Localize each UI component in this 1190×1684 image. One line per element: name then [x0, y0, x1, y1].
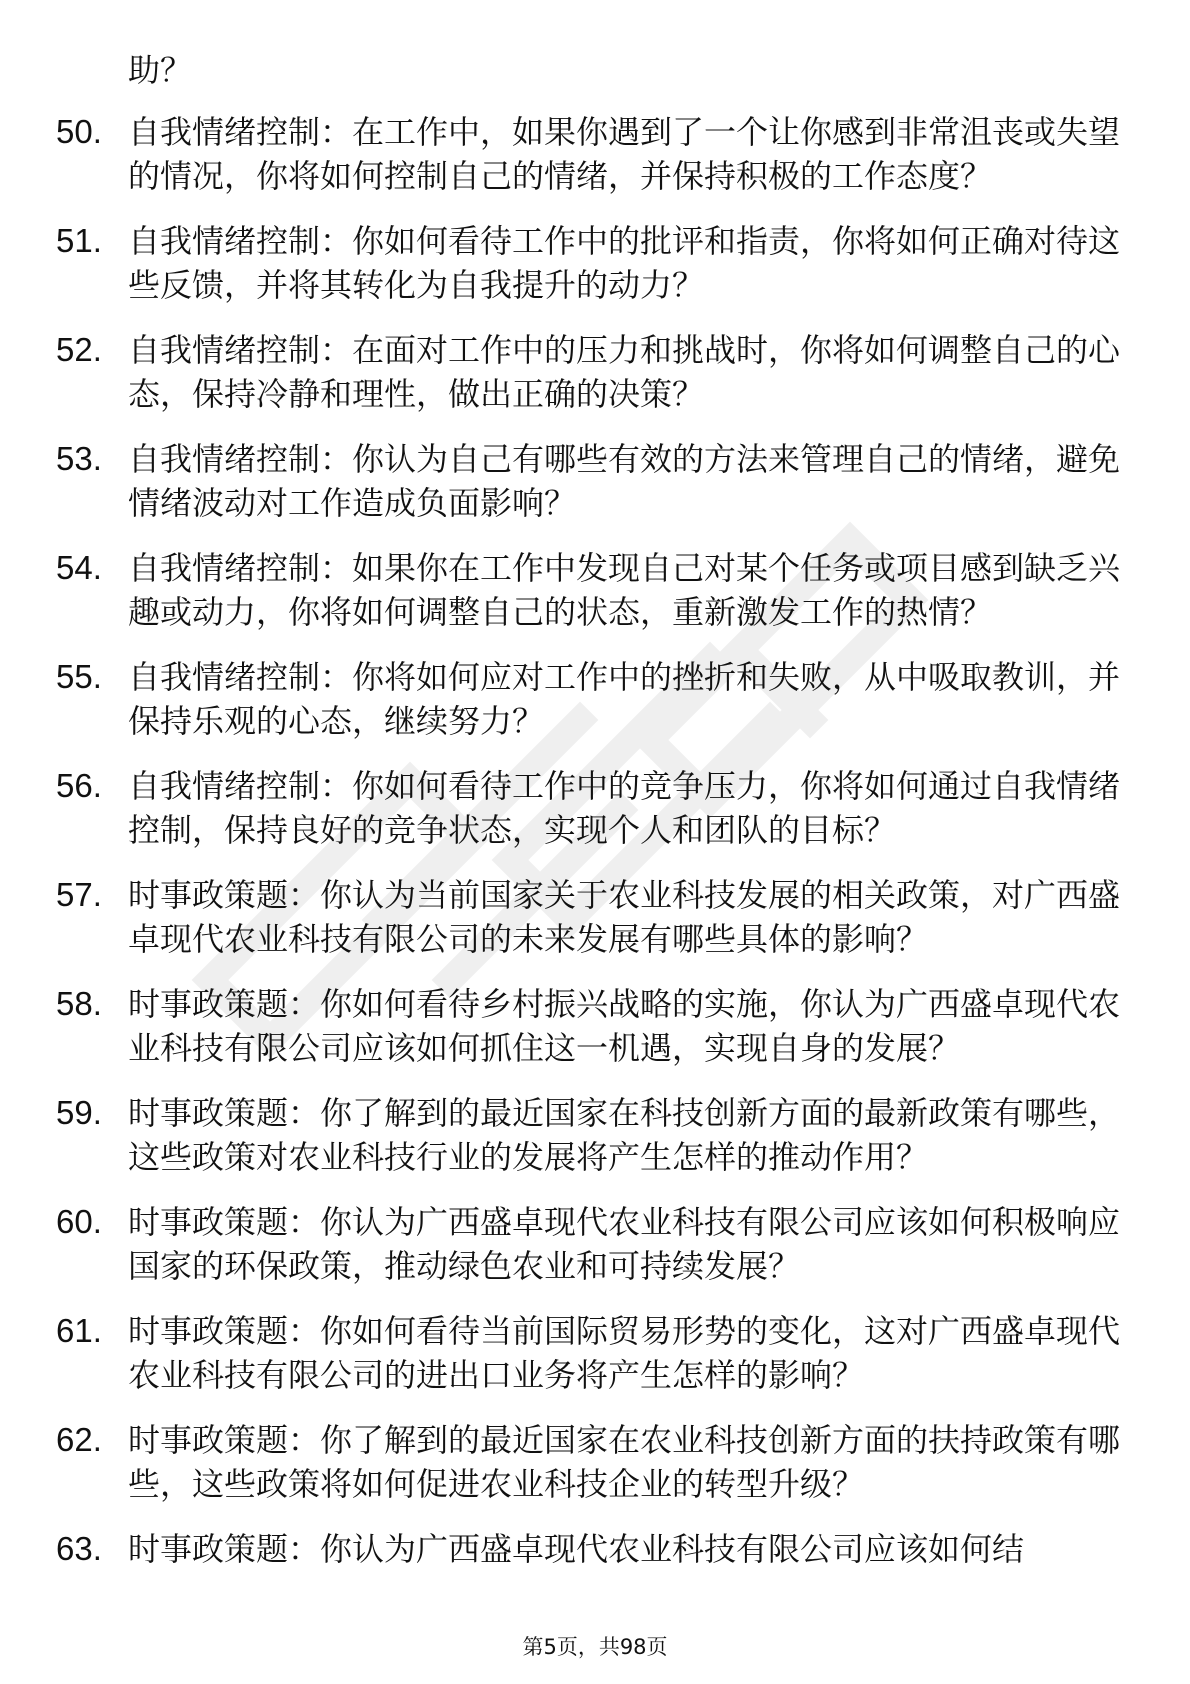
question-item — [0, 437, 1190, 525]
page-footer: 第5页，共98页 — [522, 1635, 668, 1659]
question-item — [0, 655, 1190, 743]
question-text: 自我情绪控制：在面对工作中的压力和挑战时，你将如何调整自己的心态，保持冷静和理性，做出正确的决策？ — [128, 331, 1121, 413]
question-text: 自我情绪控制：你如何看待工作中的批评和指责，你将如何正确对待这些反馈，并将其转化为自我提升的动力？ — [128, 222, 1121, 304]
question-text: 自我情绪控制：如果你在工作中发现自己对某个任务或项目感到缺乏兴趣或动力，你将如何调整自己的状态，重新激发工作的热情？ — [128, 549, 1121, 631]
question-text: 时事政策题：你了解到的最近国家在科技创新方面的最新政策有哪些，这些政策对农业科技行业的发展将产生怎样的推动作用？ — [128, 1094, 1121, 1176]
question-text: 时事政策题：你如何看待当前国际贸易形势的变化，这对广西盛卓现代农业科技有限公司的进出口业务将产生怎样的影响？ — [128, 1312, 1121, 1394]
question-item — [0, 1200, 1190, 1288]
question-number: 57. — [56, 876, 102, 913]
question-item — [0, 328, 1190, 416]
question-number: 52. — [56, 331, 102, 368]
question-text: 自我情绪控制：你将如何应对工作中的挫折和失败，从中吸取教训，并保持乐观的心态，继续努力？ — [128, 658, 1121, 740]
question-item — [0, 764, 1190, 852]
question-text: 自我情绪控制：你如何看待工作中的竞争压力，你将如何通过自我情绪控制，保持良好的竞争状态，实现个人和团队的目标？ — [128, 767, 1121, 849]
question-item — [0, 1527, 1190, 1571]
question-text: 自我情绪控制：在工作中，如果你遇到了一个让你感到非常沮丧或失望的情况，你将如何控制自己的情绪，并保持积极的工作态度？ — [128, 113, 1121, 195]
question-list — [0, 110, 1190, 1592]
question-text: 时事政策题：你认为当前国家关于农业科技发展的相关政策，对广西盛卓现代农业科技有限公司的未来发展有哪些具体的影响？ — [128, 876, 1121, 958]
question-number: 56. — [56, 767, 102, 804]
question-number: 60. — [56, 1203, 102, 1240]
question-number: 62. — [56, 1421, 102, 1458]
question-text: 时事政策题：你认为广西盛卓现代农业科技有限公司应该如何结 — [128, 1530, 1025, 1568]
question-item — [0, 1418, 1190, 1506]
question-item — [0, 219, 1190, 307]
question-number: 61. — [56, 1312, 102, 1349]
question-number: 63. — [56, 1530, 102, 1567]
question-number: 53. — [56, 440, 102, 477]
question-text: 时事政策题：你了解到的最近国家在农业科技创新方面的扶持政策有哪些，这些政策将如何促进农业科技企业的转型升级？ — [128, 1421, 1121, 1503]
question-text: 时事政策题：你认为广西盛卓现代农业科技有限公司应该如何积极响应国家的环保政策，推动绿色农业和可持续发展？ — [128, 1203, 1121, 1285]
question-item — [0, 110, 1190, 198]
question-item — [0, 1091, 1190, 1179]
question-text: 自我情绪控制：你认为自己有哪些有效的方法来管理自己的情绪，避免情绪波动对工作造成负面影响？ — [128, 440, 1121, 522]
question-item — [0, 873, 1190, 961]
question-text: 时事政策题：你如何看待乡村振兴战略的实施，你认为广西盛卓现代农业科技有限公司应该如何抓住这一机遇，实现自身的发展？ — [128, 985, 1121, 1067]
question-number: 55. — [56, 658, 102, 695]
continuation-text: 助？ — [128, 51, 193, 89]
question-number: 51. — [56, 222, 102, 259]
question-item — [0, 546, 1190, 634]
question-item — [0, 1309, 1190, 1397]
question-item — [0, 982, 1190, 1070]
question-number: 54. — [56, 549, 102, 586]
question-number: 59. — [56, 1094, 102, 1131]
question-number: 58. — [56, 985, 102, 1022]
question-number: 50. — [56, 113, 102, 150]
